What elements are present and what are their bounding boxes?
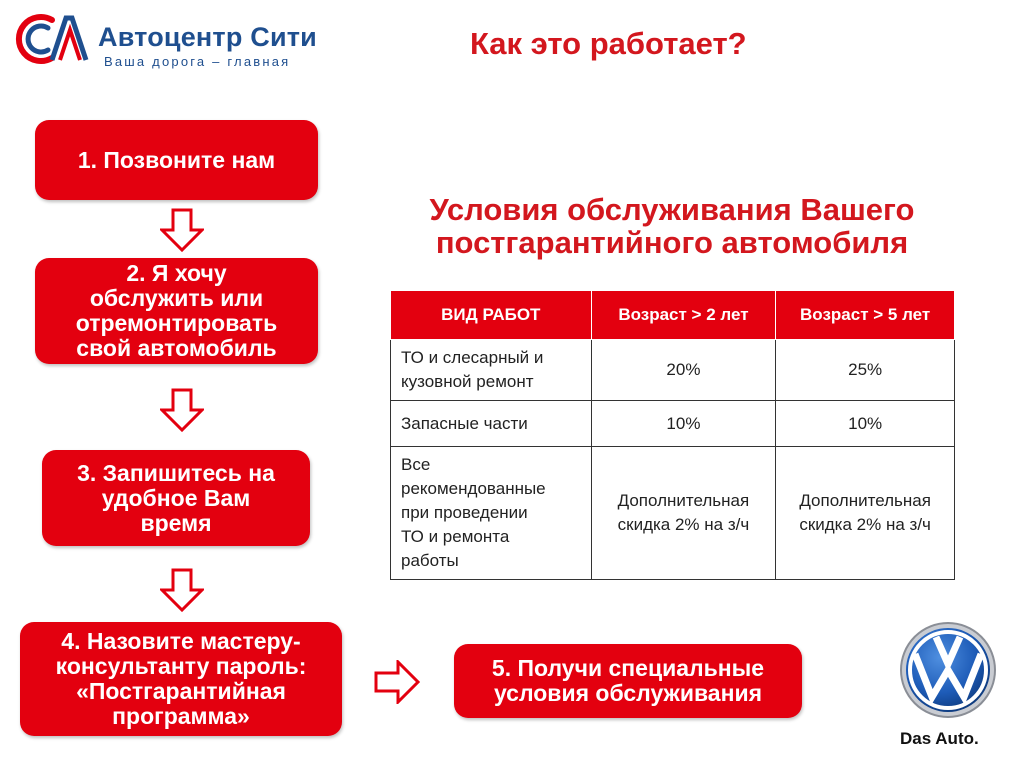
vw-slogan: Das Auto. (900, 729, 979, 748)
arrow-right-icon (374, 660, 420, 704)
vw-logo-icon (898, 620, 998, 720)
brand-tagline: Ваша дорога – главная (104, 54, 291, 69)
step-2-service-request (35, 258, 318, 364)
table-row (391, 401, 955, 447)
discount-cell: 20% (591, 340, 776, 401)
discount-cell: 10% (591, 401, 776, 447)
step-text: 3. Запишитесь на удобное Вам время (77, 459, 275, 536)
column-header-work-type: ВИД РАБОТ (391, 291, 592, 340)
step-3-book-time (42, 450, 310, 546)
step-text: 4. Назовите мастеру- консультанту пароль: «Постгарантийная программа» (55, 628, 307, 729)
work-type-cell: Запасные части (391, 401, 592, 447)
arrow-down-icon (160, 388, 204, 432)
work-type-cell: ТО и слесарный и кузовной ремонт (391, 340, 592, 401)
step-4-say-password (20, 622, 342, 736)
page-title: Как это работает? (470, 26, 747, 61)
column-header-age-2: Возраст > 2 лет (591, 291, 776, 340)
step-text: 2. Я хочу обслужить или отремонтировать свой автомобиль (75, 260, 278, 361)
brand-logo (12, 8, 317, 70)
brand-name: Автоцентр Сити (98, 22, 317, 52)
discount-cell: 25% (776, 340, 955, 401)
discount-cell: 10% (776, 401, 955, 447)
column-header-age-5: Возраст > 5 лет (776, 291, 955, 340)
table-row (391, 340, 955, 401)
step-5-get-conditions (454, 644, 802, 718)
step-1-call-us (35, 120, 318, 200)
arrow-down-icon (160, 208, 204, 252)
conditions-table (390, 290, 955, 580)
work-type-cell: Все рекомендованные при проведении ТО и ремонта работы (391, 447, 592, 580)
table-header-row (391, 291, 955, 340)
table-row (391, 447, 955, 580)
conditions-title: Условия обслуживания Вашего постгарантийного автомобиля (429, 192, 915, 260)
arrow-down-icon (160, 568, 204, 612)
autocenter-logo-icon (12, 10, 92, 68)
step-text: 5. Получи специальные условия обслуживания (491, 655, 765, 706)
discount-cell: Дополнительная скидка 2% на з/ч (776, 447, 955, 580)
discount-cell: Дополнительная скидка 2% на з/ч (591, 447, 776, 580)
step-text: 1. Позвоните нам (77, 146, 276, 173)
